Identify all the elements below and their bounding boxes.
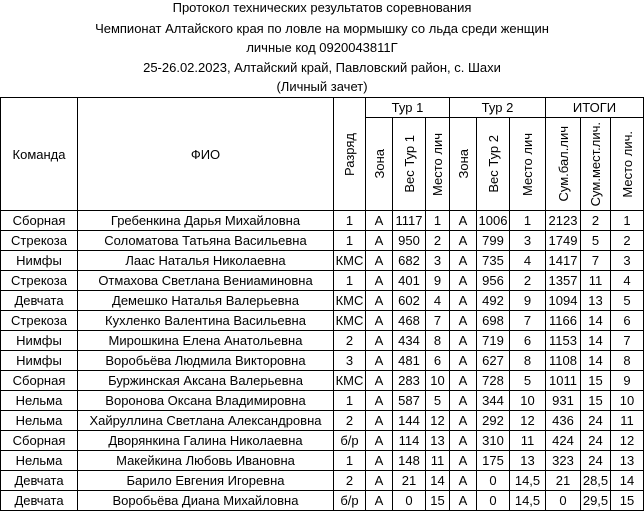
tour2-group-header: Тур 2 [450, 98, 546, 118]
sum-places-cell: 11 [581, 271, 611, 291]
fio-cell: Барило Евгения Игоревна [78, 471, 334, 491]
table-row [1, 311, 644, 331]
col-place1-header: Место лич [426, 118, 450, 211]
weight1-cell: 468 [393, 311, 426, 331]
zone2-cell: A [450, 491, 477, 511]
rank-cell: КМС [334, 311, 366, 331]
table-row [1, 271, 644, 291]
place1-cell: 6 [426, 351, 450, 371]
tour1-group-header: Тур 1 [366, 98, 450, 118]
table-row [1, 411, 644, 431]
rank-cell: 1 [334, 271, 366, 291]
weight1-cell: 283 [393, 371, 426, 391]
totals-group-header: ИТОГИ [546, 98, 644, 118]
place2-cell: 14,5 [510, 491, 546, 511]
zone2-cell: A [450, 471, 477, 491]
place2-cell: 13 [510, 451, 546, 471]
team-cell: Нельма [1, 391, 78, 411]
sum-places-cell: 15 [581, 371, 611, 391]
zone1-cell: A [366, 251, 393, 271]
sum-points-cell: 1108 [546, 351, 581, 371]
table-row [1, 451, 644, 471]
sum-points-cell: 1011 [546, 371, 581, 391]
place1-cell: 5 [426, 391, 450, 411]
place-total-cell: 2 [611, 231, 644, 251]
sum-places-cell: 28,5 [581, 471, 611, 491]
fio-cell: Дворянкина Галина Николаевна [78, 431, 334, 451]
place-total-cell: 10 [611, 391, 644, 411]
place-total-cell: 4 [611, 271, 644, 291]
team-cell: Девчата [1, 471, 78, 491]
zone2-cell: A [450, 251, 477, 271]
place-total-cell: 1 [611, 211, 644, 231]
sum-places-cell: 2 [581, 211, 611, 231]
rank-cell: 3 [334, 351, 366, 371]
rank-cell: 2 [334, 331, 366, 351]
table-row [1, 491, 644, 511]
weight1-cell: 481 [393, 351, 426, 371]
place1-cell: 15 [426, 491, 450, 511]
fio-cell: Воронова Оксана Владимировна [78, 391, 334, 411]
sum-points-cell: 1357 [546, 271, 581, 291]
table-row [1, 231, 644, 251]
place1-cell: 11 [426, 451, 450, 471]
rank-cell: КМС [334, 371, 366, 391]
sum-points-cell: 1166 [546, 311, 581, 331]
place-total-cell: 15 [611, 491, 644, 511]
place2-cell: 3 [510, 231, 546, 251]
sum-places-cell: 24 [581, 451, 611, 471]
header-row-groups [1, 98, 644, 118]
results-body [1, 211, 644, 511]
zone1-cell: A [366, 351, 393, 371]
team-cell: Стрекоза [1, 271, 78, 291]
team-cell: Девчата [1, 291, 78, 311]
place2-cell: 11 [510, 431, 546, 451]
sum-places-cell: 14 [581, 351, 611, 371]
weight2-cell: 719 [477, 331, 510, 351]
place1-cell: 9 [426, 271, 450, 291]
weight1-cell: 434 [393, 331, 426, 351]
fio-cell: Макейкина Любовь Ивановна [78, 451, 334, 471]
place-total-cell: 9 [611, 371, 644, 391]
results-table [0, 97, 644, 511]
place-total-cell: 11 [611, 411, 644, 431]
sum-points-cell: 1417 [546, 251, 581, 271]
place2-cell: 4 [510, 251, 546, 271]
zone1-cell: A [366, 451, 393, 471]
place1-cell: 8 [426, 331, 450, 351]
team-cell: Нельма [1, 411, 78, 431]
zone1-cell: A [366, 391, 393, 411]
col-team-header: Команда [1, 98, 78, 211]
sum-places-cell: 29,5 [581, 491, 611, 511]
sum-points-cell: 323 [546, 451, 581, 471]
col-fio-header: ФИО [78, 98, 334, 211]
col-place-total-header: Место лич. [611, 118, 644, 211]
place2-cell: 10 [510, 391, 546, 411]
place1-cell: 12 [426, 411, 450, 431]
sum-places-cell: 24 [581, 431, 611, 451]
championship-title: Чемпионат Алтайского края по ловле на мормышку со льда среди женщин [95, 21, 549, 36]
place1-cell: 10 [426, 371, 450, 391]
fio-cell: Лаас Наталья Николаевна [78, 251, 334, 271]
place1-cell: 4 [426, 291, 450, 311]
place-total-cell: 12 [611, 431, 644, 451]
zone1-cell: A [366, 371, 393, 391]
place2-cell: 12 [510, 411, 546, 431]
fio-cell: Воробьёва Людмила Викторовна [78, 351, 334, 371]
zone1-cell: A [366, 231, 393, 251]
rank-cell: 1 [334, 211, 366, 231]
zone1-cell: A [366, 211, 393, 231]
place-total-cell: 13 [611, 451, 644, 471]
fio-cell: Кухленко Валентина Васильевна [78, 311, 334, 331]
team-cell: Нимфы [1, 251, 78, 271]
place1-cell: 14 [426, 471, 450, 491]
rank-cell: б/р [334, 431, 366, 451]
team-cell: Сборная [1, 371, 78, 391]
fio-cell: Гребенкина Дарья Михайловна [78, 211, 334, 231]
weight1-cell: 602 [393, 291, 426, 311]
col-zone2-header: Зона [450, 118, 477, 211]
place2-cell: 1 [510, 211, 546, 231]
col-zone1-header: Зона [366, 118, 393, 211]
weight2-cell: 0 [477, 491, 510, 511]
zone2-cell: A [450, 311, 477, 331]
fio-cell: Буржинская Аксана Валерьевна [78, 371, 334, 391]
rank-cell: КМС [334, 251, 366, 271]
fio-cell: Соломатова Татьяна Васильевна [78, 231, 334, 251]
rank-cell: 2 [334, 471, 366, 491]
rank-cell: 1 [334, 231, 366, 251]
place-total-cell: 8 [611, 351, 644, 371]
sum-points-cell: 0 [546, 491, 581, 511]
place2-cell: 5 [510, 371, 546, 391]
zone1-cell: A [366, 291, 393, 311]
sum-places-cell: 7 [581, 251, 611, 271]
weight2-cell: 0 [477, 471, 510, 491]
table-row [1, 331, 644, 351]
weight1-cell: 587 [393, 391, 426, 411]
sum-places-cell: 14 [581, 331, 611, 351]
weight2-cell: 310 [477, 431, 510, 451]
weight2-cell: 728 [477, 371, 510, 391]
weight2-cell: 735 [477, 251, 510, 271]
place1-cell: 1 [426, 211, 450, 231]
table-row [1, 431, 644, 451]
zone2-cell: A [450, 391, 477, 411]
rank-cell: 1 [334, 391, 366, 411]
weight1-cell: 148 [393, 451, 426, 471]
fio-cell: Воробьёва Диана Михайловна [78, 491, 334, 511]
rank-cell: 2 [334, 411, 366, 431]
col-weight1-header: Вес Тур 1 [393, 118, 426, 211]
weight1-cell: 144 [393, 411, 426, 431]
place1-cell: 2 [426, 231, 450, 251]
zone1-cell: A [366, 411, 393, 431]
table-row [1, 251, 644, 271]
weight1-cell: 401 [393, 271, 426, 291]
place2-cell: 6 [510, 331, 546, 351]
fio-cell: Мирошкина Елена Анатольевна [78, 331, 334, 351]
sum-places-cell: 5 [581, 231, 611, 251]
place2-cell: 2 [510, 271, 546, 291]
zone1-cell: A [366, 471, 393, 491]
table-row [1, 471, 644, 491]
zone2-cell: A [450, 231, 477, 251]
weight1-cell: 950 [393, 231, 426, 251]
weight1-cell: 1117 [393, 211, 426, 231]
table-row [1, 291, 644, 311]
weight2-cell: 956 [477, 271, 510, 291]
weight2-cell: 627 [477, 351, 510, 371]
rank-cell: б/р [334, 491, 366, 511]
zone2-cell: A [450, 331, 477, 351]
zone1-cell: A [366, 491, 393, 511]
sum-points-cell: 1153 [546, 331, 581, 351]
col-sum-places-header: Сум.мест.лич. [581, 118, 611, 211]
zone2-cell: A [450, 411, 477, 431]
weight2-cell: 292 [477, 411, 510, 431]
col-place2-header: Место лич [510, 118, 546, 211]
sum-places-cell: 15 [581, 391, 611, 411]
team-cell: Стрекоза [1, 231, 78, 251]
place-total-cell: 6 [611, 311, 644, 331]
sum-places-cell: 24 [581, 411, 611, 431]
team-cell: Нимфы [1, 351, 78, 371]
weight2-cell: 799 [477, 231, 510, 251]
table-row [1, 391, 644, 411]
place1-cell: 13 [426, 431, 450, 451]
zone2-cell: A [450, 451, 477, 471]
rank-cell: КМС [334, 291, 366, 311]
zone2-cell: A [450, 351, 477, 371]
standings-type: (Личный зачет) [276, 79, 368, 94]
place-total-cell: 7 [611, 331, 644, 351]
zone1-cell: A [366, 431, 393, 451]
sum-points-cell: 931 [546, 391, 581, 411]
table-row [1, 371, 644, 391]
date-location: 25-26.02.2023, Алтайский край, Павловский район, с. Шахи [143, 60, 501, 75]
place-total-cell: 5 [611, 291, 644, 311]
weight1-cell: 21 [393, 471, 426, 491]
place-total-cell: 3 [611, 251, 644, 271]
sum-points-cell: 424 [546, 431, 581, 451]
zone2-cell: A [450, 211, 477, 231]
team-cell: Нельма [1, 451, 78, 471]
sum-places-cell: 13 [581, 291, 611, 311]
zone1-cell: A [366, 331, 393, 351]
place2-cell: 7 [510, 311, 546, 331]
place-total-cell: 14 [611, 471, 644, 491]
place1-cell: 7 [426, 311, 450, 331]
place2-cell: 14,5 [510, 471, 546, 491]
sum-points-cell: 1749 [546, 231, 581, 251]
zone2-cell: A [450, 271, 477, 291]
fio-cell: Хайруллина Светлана Александровна [78, 411, 334, 431]
place2-cell: 8 [510, 351, 546, 371]
team-cell: Стрекоза [1, 311, 78, 331]
sum-points-cell: 436 [546, 411, 581, 431]
rank-cell: 1 [334, 451, 366, 471]
fio-cell: Демешко Наталья Валерьевна [78, 291, 334, 311]
col-weight2-header: Вес Тур 2 [477, 118, 510, 211]
sum-places-cell: 14 [581, 311, 611, 331]
place2-cell: 9 [510, 291, 546, 311]
weight2-cell: 492 [477, 291, 510, 311]
team-cell: Нимфы [1, 331, 78, 351]
protocol-title: Протокол технических результатов соревнования [172, 0, 472, 15]
col-rank-header: Разряд [334, 98, 366, 211]
weight2-cell: 344 [477, 391, 510, 411]
weight2-cell: 175 [477, 451, 510, 471]
competition-code: личные код 0920043811Г [246, 40, 398, 55]
team-cell: Девчата [1, 491, 78, 511]
weight1-cell: 114 [393, 431, 426, 451]
zone2-cell: A [450, 431, 477, 451]
team-cell: Сборная [1, 211, 78, 231]
table-row [1, 211, 644, 231]
table-row [1, 351, 644, 371]
col-sum-points-header: Сум.бал.лич [546, 118, 581, 211]
weight1-cell: 682 [393, 251, 426, 271]
weight2-cell: 1006 [477, 211, 510, 231]
zone2-cell: A [450, 371, 477, 391]
sum-points-cell: 21 [546, 471, 581, 491]
zone2-cell: A [450, 291, 477, 311]
zone1-cell: A [366, 311, 393, 331]
sum-points-cell: 2123 [546, 211, 581, 231]
sum-points-cell: 1094 [546, 291, 581, 311]
zone1-cell: A [366, 271, 393, 291]
fio-cell: Отмахова Светлана Вениаминовна [78, 271, 334, 291]
team-cell: Сборная [1, 431, 78, 451]
weight1-cell: 0 [393, 491, 426, 511]
place1-cell: 3 [426, 251, 450, 271]
weight2-cell: 698 [477, 311, 510, 331]
